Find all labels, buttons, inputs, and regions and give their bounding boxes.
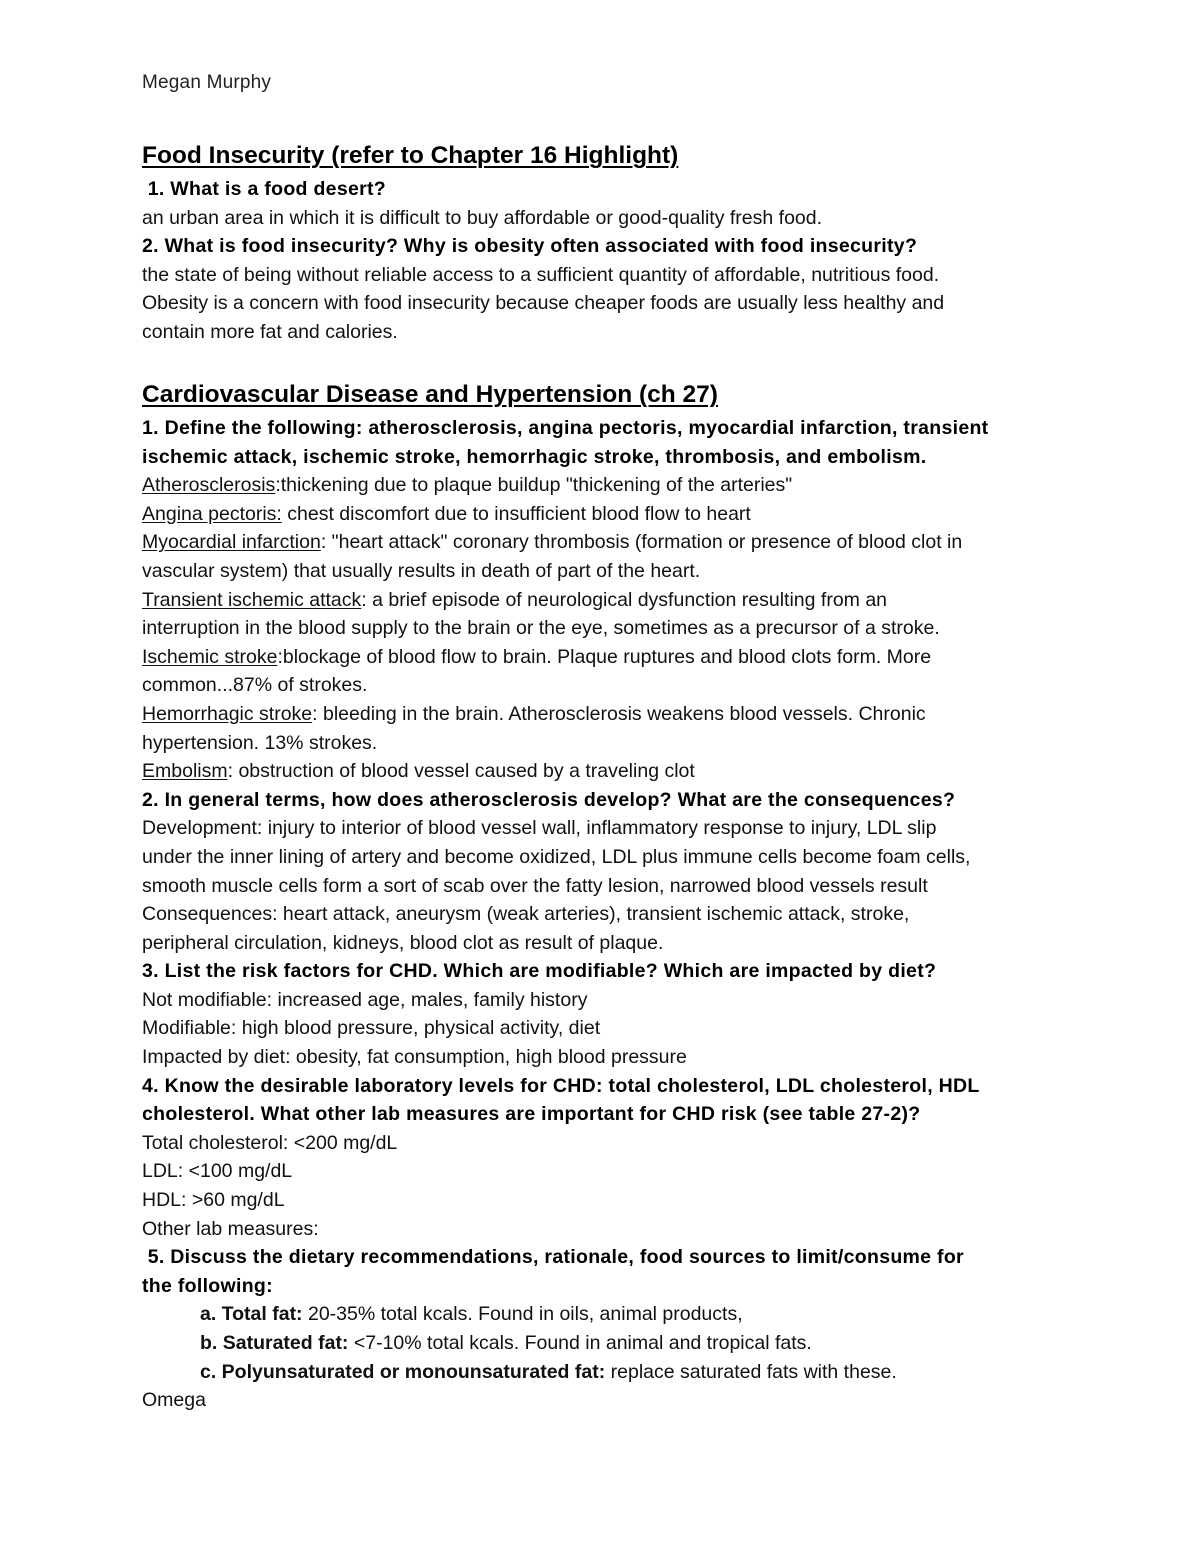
- definition-separator: :: [275, 474, 281, 497]
- definition-line: [142, 729, 1102, 758]
- trailing-text: Omega: [142, 1389, 206, 1412]
- cv-question-1-line-1: 1. Define the following: atherosclerosis, angina pectoris, myocardial infarction, transient: [142, 417, 989, 439]
- cv-answer-2-line-5: peripheral circulation, kidneys, blood clot as result of plaque.: [142, 931, 664, 954]
- cv-answer-2-line-1: Development: injury to interior of blood vessel wall, inflammatory response to injury, LDL slip: [142, 817, 937, 840]
- definition-line: [142, 700, 1102, 729]
- definition-term: Hemorrhagic stroke: [142, 702, 313, 725]
- definition-separator: :: [361, 588, 373, 611]
- definition-term: Angina pectoris:: [142, 502, 282, 525]
- cv-answer-2-line-2: under the inner lining of artery and become oxidized, LDL plus immune cells become foam cells,: [142, 845, 971, 868]
- cv-answer-3-line-2: Modifiable: high blood pressure, physical activity, diet: [142, 1017, 601, 1040]
- fat-item: [142, 1300, 1102, 1329]
- cv-answer-3-line-3: Impacted by diet: obesity, fat consumption, high blood pressure: [142, 1046, 687, 1069]
- definition-text: bleeding in the brain. Atherosclerosis weakens blood vessels. Chronic: [322, 702, 926, 725]
- cv-answer-3-line-1: Not modifiable: increased age, males, family history: [142, 988, 588, 1011]
- section-heading-food-insecurity: Food Insecurity (refer to Chapter 16 Highlight): [142, 142, 679, 169]
- cv-answer-4-line-2: LDL: <100 mg/dL: [142, 1160, 293, 1183]
- definition-list: [142, 471, 1102, 786]
- fat-item-label: b. Saturated fat:: [200, 1332, 349, 1354]
- definition-line: [142, 471, 1102, 500]
- cv-question-5-line-2: the following:: [142, 1274, 273, 1297]
- definition-separator: :: [227, 760, 239, 783]
- cv-question-5-line-1: 5. Discuss the dietary recommendations, rationale, food sources to limit/consume for: [142, 1246, 964, 1269]
- cv-question-3: 3. List the risk factors for CHD. Which are modifiable? Which are impacted by diet?: [142, 960, 937, 983]
- definition-line: [142, 643, 1102, 672]
- answer-2-line-2: Obesity is a concern with food insecurity because cheaper foods are usually less healthy and: [142, 292, 945, 315]
- definition-text: "heart attack" coronary thrombosis (formation or presence of blood clot in: [331, 531, 963, 554]
- answer-2-line-1: the state of being without reliable access to a sufficient quantity of affordable, nutritious food.: [142, 263, 940, 286]
- definition-text: chest discomfort due to insufficient blood flow to heart: [287, 502, 751, 525]
- definition-text: common...87% of strokes.: [142, 674, 368, 697]
- definition-separator: :: [277, 645, 283, 668]
- definition-text: interruption in the blood supply to the brain or the eye, sometimes as a precursor of a stroke.: [142, 617, 940, 640]
- fat-item-text: replace saturated fats with these.: [605, 1360, 897, 1383]
- fat-item: [142, 1358, 1102, 1387]
- definition-text: thickening due to plaque buildup "thickening of the arteries": [280, 474, 793, 497]
- cv-question-2: 2. In general terms, how does atherosclerosis develop? What are the consequences?: [142, 788, 956, 811]
- definition-line: [142, 500, 1102, 529]
- definition-text: vascular system) that usually results in death of part of the heart.: [142, 559, 701, 582]
- section-heading-cardiovascular: Cardiovascular Disease and Hypertension (ch 27): [142, 381, 718, 408]
- fat-item-text: <7-10% total kcals. Found in animal and tropical fats.: [348, 1332, 812, 1354]
- cv-question-4-line-1: 4. Know the desirable laboratory levels for CHD: total cholesterol, LDL cholesterol, HDL: [142, 1074, 980, 1097]
- definition-text: obstruction of blood vessel caused by a traveling clot: [238, 760, 695, 783]
- definition-separator: :: [312, 702, 323, 725]
- cv-answer-2-line-3: smooth muscle cells form a sort of scab over the fatty lesion, narrowed blood vessels result: [142, 874, 928, 897]
- fat-item-label: c. Polyunsaturated or monounsaturated fat:: [200, 1360, 606, 1383]
- author-name: Megan Murphy: [142, 72, 272, 93]
- cv-answer-2-line-4: Consequences: heart attack, aneurysm (weak arteries), transient ischemic attack, stroke,: [142, 903, 910, 926]
- cv-question-1-line-2: ischemic attack, ischemic stroke, hemorrhagic stroke, thrombosis, and embolism.: [142, 445, 927, 468]
- cv-answer-4-line-3: HDL: >60 mg/dL: [142, 1189, 285, 1212]
- definition-separator: :: [320, 531, 332, 554]
- cv-question-4-line-2: cholesterol. What other lab measures are important for CHD risk (see table 27-2)?: [142, 1103, 921, 1126]
- question-2: 2. What is food insecurity? Why is obesity often associated with food insecurity?: [142, 235, 918, 258]
- definition-text: hypertension. 13% strokes.: [142, 731, 378, 754]
- cv-answer-4-line-1: Total cholesterol: <200 mg/dL: [142, 1131, 398, 1154]
- fat-item-label: a. Total fat:: [200, 1303, 303, 1326]
- fat-item-text: 20-35% total kcals. Found in oils, animal products,: [302, 1303, 743, 1326]
- definition-line: [142, 671, 1102, 700]
- answer-1: an urban area in which it is difficult to buy affordable or good-quality fresh food.: [142, 206, 823, 229]
- food-insecurity-content: [142, 175, 1102, 347]
- fat-item: [142, 1329, 1102, 1358]
- definition-term: Myocardial infarction: [142, 531, 321, 554]
- cv-answer-4-line-4: Other lab measures:: [142, 1217, 319, 1240]
- definition-term: Transient ischemic attack: [142, 588, 362, 611]
- definition-line: [142, 757, 1102, 786]
- definition-text: blockage of blood flow to brain. Plaque ruptures and blood clots form. More: [282, 645, 932, 668]
- cardiovascular-content: [142, 414, 1102, 1415]
- question-1: 1. What is a food desert?: [142, 178, 386, 200]
- definition-line: [142, 586, 1102, 615]
- definition-line: [142, 614, 1102, 643]
- definition-term: Atherosclerosis: [142, 474, 276, 497]
- definition-line: [142, 557, 1102, 586]
- fat-items-list: [142, 1300, 1102, 1386]
- definition-term: Embolism: [142, 760, 228, 783]
- answer-2-line-3: contain more fat and calories.: [142, 320, 398, 343]
- definition-text: a brief episode of neurological dysfunction resulting from an: [372, 588, 888, 611]
- definition-line: [142, 528, 1102, 557]
- definition-term: Ischemic stroke: [142, 645, 278, 668]
